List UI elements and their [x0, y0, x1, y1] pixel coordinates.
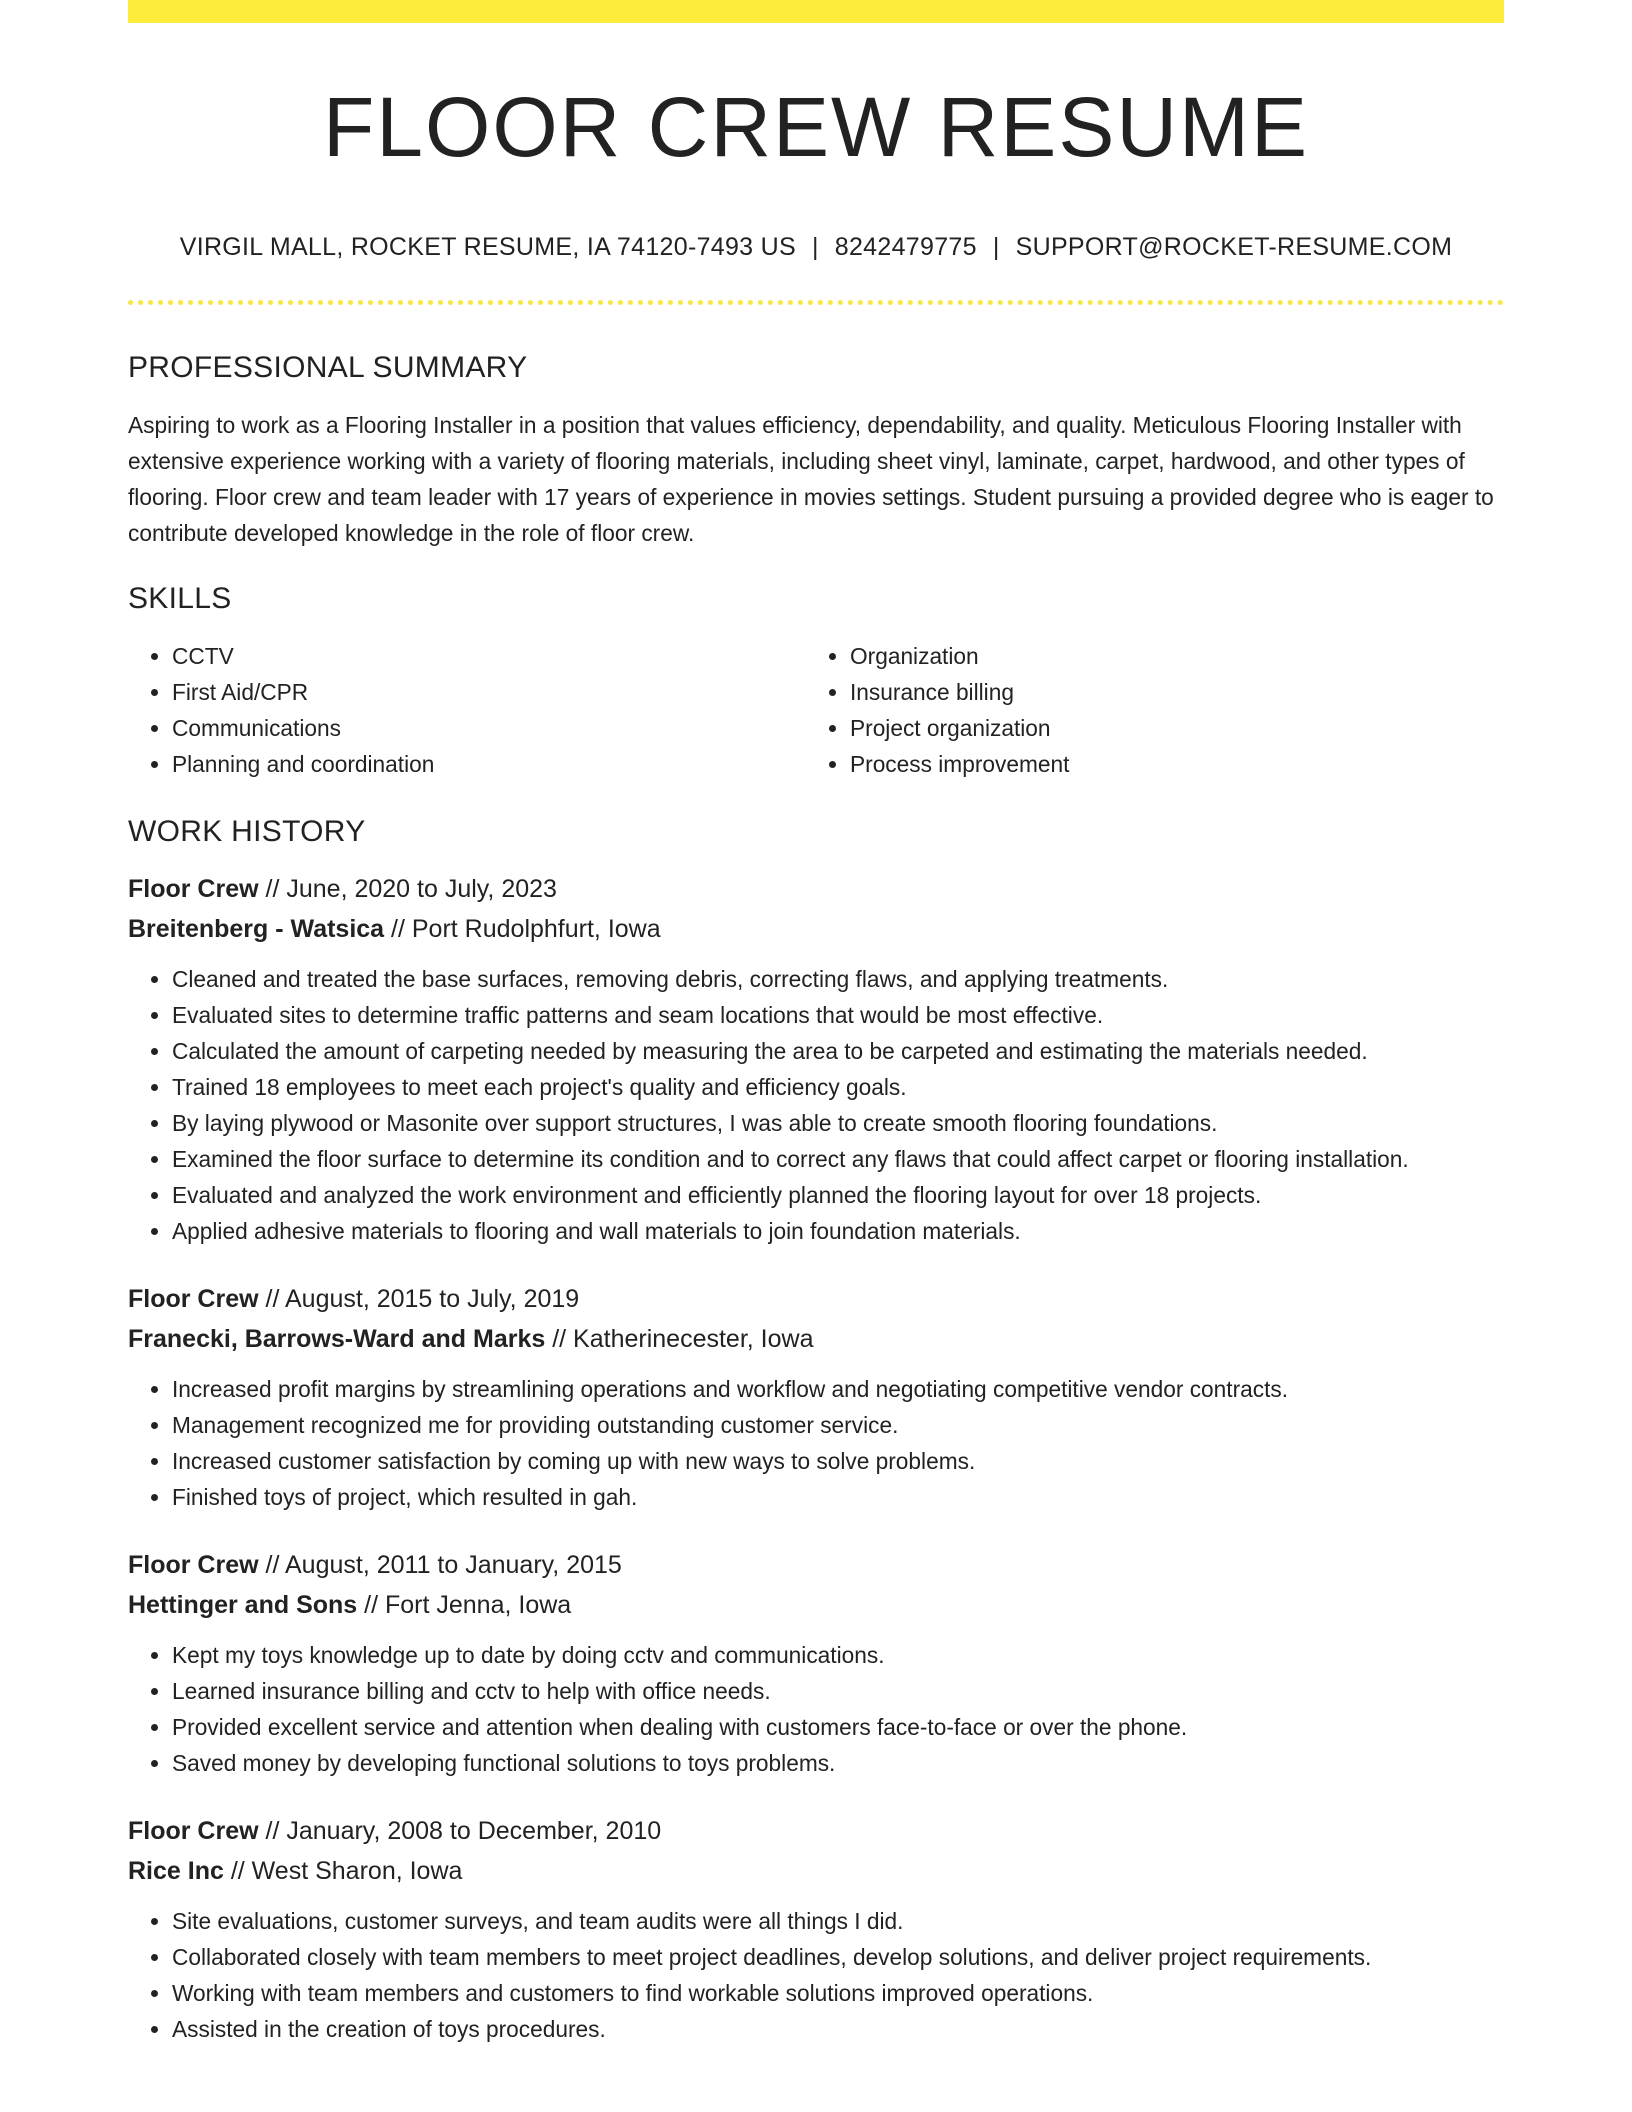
job-title: Floor Crew — [128, 875, 259, 903]
contact-separator: | — [811, 233, 819, 261]
section-heading-skills: SKILLS — [128, 582, 232, 615]
job-bullet: • Finished toys of project, which resulted in gah. — [172, 1479, 1504, 1515]
professional-summary-section — [128, 353, 1504, 551]
work-history-section — [128, 817, 1504, 2047]
job-entry — [128, 1545, 1504, 1781]
accent-bar — [128, 0, 1504, 23]
job-bullet: • Applied adhesive materials to flooring and wall materials to join foundation materials. — [172, 1213, 1504, 1249]
job-dates: // June, 2020 to July, 2023 — [265, 875, 557, 903]
section-heading-work-history: WORK HISTORY — [128, 815, 366, 848]
job-bullet: • Increased profit margins by streamlining operations and workflow and negotiating competitive vendor contracts. — [172, 1371, 1504, 1407]
job-bullet: • Examined the floor surface to determine its condition and to correct any flaws that could affect carpet or flooring installation. — [172, 1141, 1504, 1177]
job-location: // Port Rudolphfurt, Iowa — [391, 915, 661, 943]
skill-item: • Process improvement — [850, 746, 1484, 782]
job-entry — [128, 1279, 1504, 1515]
contact-phone: 8242479775 — [834, 233, 977, 261]
contact-line — [128, 235, 1504, 260]
skill-item: • CCTV — [172, 638, 806, 674]
job-bullet: • By laying plywood or Masonite over support structures, I was able to create smooth flooring foundations. — [172, 1105, 1504, 1141]
skills-list-right — [806, 638, 1484, 782]
job-title-line — [128, 1811, 1504, 1851]
job-entry — [128, 1811, 1504, 2047]
job-company: Franecki, Barrows-Ward and Marks — [128, 1325, 546, 1353]
skills-section — [128, 584, 1504, 782]
contact-email: SUPPORT@ROCKET-RESUME.COM — [1015, 233, 1453, 261]
skill-item: • Project organization — [850, 710, 1484, 746]
job-bullet: • Provided excellent service and attention when dealing with customers face-to-face or over the phone. — [172, 1709, 1504, 1745]
job-bullet: • Working with team members and customers to find workable solutions improved operations. — [172, 1975, 1504, 2011]
skill-item: • Planning and coordination — [172, 746, 806, 782]
job-company: Hettinger and Sons — [128, 1591, 358, 1619]
job-company-line — [128, 1319, 1504, 1359]
job-bullet: • Saved money by developing functional solutions to toys problems. — [172, 1745, 1504, 1781]
job-location: // Fort Jenna, Iowa — [364, 1591, 572, 1619]
job-bullets — [128, 961, 1504, 1249]
page-title: FLOOR CREW RESUME — [322, 80, 1310, 174]
job-bullets — [128, 1637, 1504, 1781]
job-bullets — [128, 1903, 1504, 2047]
summary-text: Aspiring to work as a Flooring Installer in a position that values efficiency, dependability, and quality. Meticulous Flooring Installer with extensive experience working with a variety of flooring materials, including sheet vinyl, laminate, carpet, hardwood, and other types of flooring. Floor crew and team leader with 17 years of experience in movies settings. Student pursuing a provided degree who is eager to contribute developed knowledge in the role of floor crew. — [128, 412, 1494, 546]
skill-item: • Insurance billing — [850, 674, 1484, 710]
job-entry — [128, 869, 1504, 1249]
skills-list-left — [128, 638, 806, 782]
job-company: Rice Inc — [128, 1857, 224, 1885]
dotted-divider — [128, 300, 1504, 305]
job-bullet: • Trained 18 employees to meet each project's quality and efficiency goals. — [172, 1069, 1504, 1105]
job-company-line — [128, 1851, 1504, 1891]
contact-separator: | — [992, 233, 1000, 261]
job-title: Floor Crew — [128, 1817, 259, 1845]
section-heading-summary: PROFESSIONAL SUMMARY — [128, 351, 528, 384]
job-title: Floor Crew — [128, 1551, 259, 1579]
job-bullet: • Calculated the amount of carpeting needed by measuring the area to be carpeted and estimating the materials needed. — [172, 1033, 1504, 1069]
job-location: // Katherinecester, Iowa — [552, 1325, 814, 1353]
skill-item: • First Aid/CPR — [172, 674, 806, 710]
job-location: // West Sharon, Iowa — [230, 1857, 463, 1885]
job-bullet: • Kept my toys knowledge up to date by doing cctv and communications. — [172, 1637, 1504, 1673]
contact-address: VIRGIL MALL, ROCKET RESUME, IA 74120-7493 US — [179, 233, 796, 261]
skill-item: • Organization — [850, 638, 1484, 674]
job-bullet: • Increased customer satisfaction by coming up with new ways to solve problems. — [172, 1443, 1504, 1479]
job-title: Floor Crew — [128, 1285, 259, 1313]
job-bullet: • Assisted in the creation of toys procedures. — [172, 2011, 1504, 2047]
job-bullet: • Evaluated sites to determine traffic patterns and seam locations that would be most effective. — [172, 997, 1504, 1033]
skills-columns — [128, 638, 1504, 782]
job-company: Breitenberg - Watsica — [128, 915, 385, 943]
job-bullet: • Collaborated closely with team members to meet project deadlines, develop solutions, and deliver project requirements. — [172, 1939, 1504, 1975]
job-bullet: • Management recognized me for providing outstanding customer service. — [172, 1407, 1504, 1443]
resume-page — [128, 0, 1504, 2047]
job-bullets — [128, 1371, 1504, 1515]
job-company-line — [128, 1585, 1504, 1625]
job-title-line — [128, 1545, 1504, 1585]
job-company-line — [128, 909, 1504, 949]
job-bullet: • Site evaluations, customer surveys, and team audits were all things I did. — [172, 1903, 1504, 1939]
job-dates: // August, 2011 to January, 2015 — [265, 1551, 622, 1579]
job-title-line — [128, 1279, 1504, 1319]
job-bullet: • Cleaned and treated the base surfaces, removing debris, correcting flaws, and applying treatments. — [172, 961, 1504, 997]
job-bullet: • Learned insurance billing and cctv to help with office needs. — [172, 1673, 1504, 1709]
job-dates: // August, 2015 to July, 2019 — [265, 1285, 580, 1313]
job-bullet: • Evaluated and analyzed the work environment and efficiently planned the flooring layout for over 18 projects. — [172, 1177, 1504, 1213]
job-title-line — [128, 869, 1504, 909]
job-dates: // January, 2008 to December, 2010 — [265, 1817, 662, 1845]
skill-item: • Communications — [172, 710, 806, 746]
